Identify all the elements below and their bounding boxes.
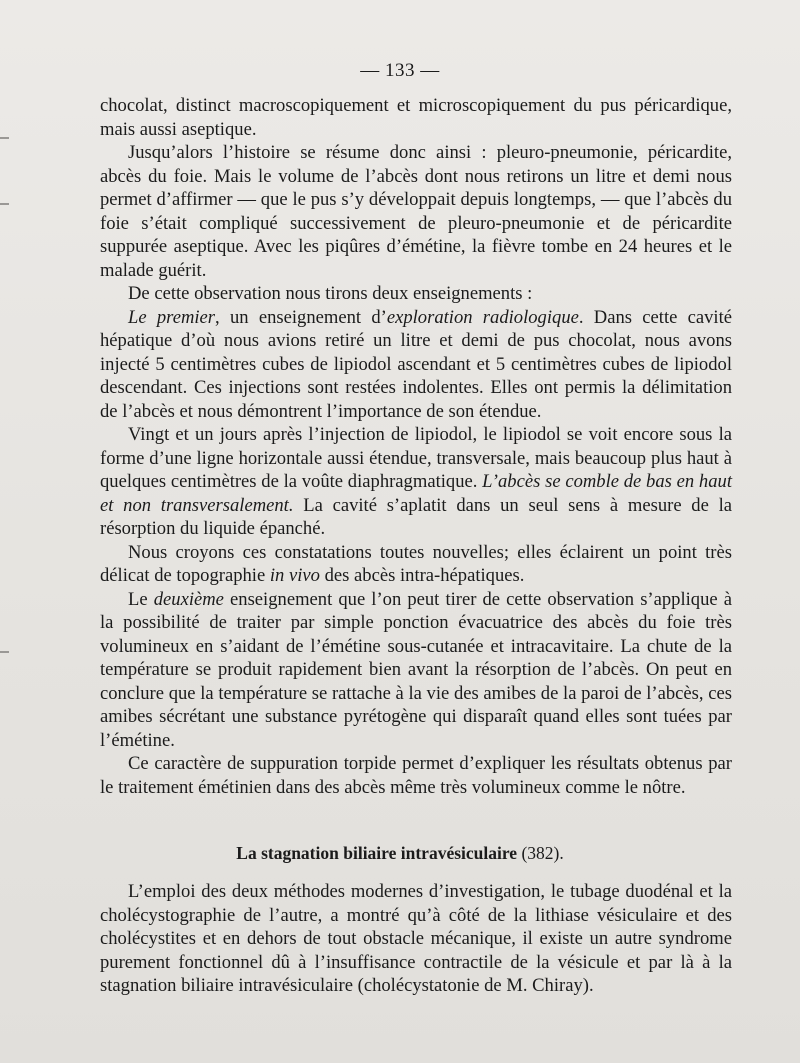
margin-mark — [0, 203, 9, 205]
paragraph — [100, 541, 732, 588]
main-text — [100, 94, 732, 799]
text-run: . — [578, 306, 594, 328]
section-title: La stagnation biliaire intravésiculaire — [236, 843, 518, 863]
italic-phrase: Le premier — [128, 306, 216, 328]
paragraph — [100, 423, 732, 541]
text-run: Nous croyons ces constatations toutes nouvelles; elles éclairent un point très délicat de topographie — [100, 541, 732, 586]
italic-phrase: in vivo — [269, 565, 320, 586]
text-run: enseignement que l’on peut tirer de cette observation s’applique à la possibilité de traiter par simple ponction évacuatrice des abcès du foie très volumineux en s’aidant de l’émétine sous-cutanée et intracavitaire. La chute de la température se produit rapidement bien avant la résorption de l’abcès. On peut en conclure que la température se rattache à la vie des amibes de la paroi de l’abcès, ces amibes sécrétant une substance pyrétogène qui disparaît quand elles sont tuées par l’émétine. — [100, 588, 732, 751]
paragraph — [100, 588, 732, 753]
text-run: Le — [128, 588, 154, 610]
paragraph: L’emploi des deux méthodes modernes d’investigation, le tubage duodénal et la cholécystographie de l’autre, a montré qu’à côté de la lithiase vésiculaire et des cholécystites et en dehors de tout obstacle mécanique, il existe un autre syndrome purement fonctionnel dû à l’insuffisance contractile de la vésicule et par là à la stagnation biliaire intravésiculaire (cholécystatonie de M. Chiray). — [100, 881, 732, 996]
paragraph: Ce caractère de suppuration torpide permet d’expliquer les résultats obtenus par le traitement émétinien dans des abcès même très volumineux comme le nôtre. — [100, 753, 732, 798]
paragraph: Jusqu’alors l’histoire se résume donc ainsi : pleuro-pneumonie, péricardite, abcès du foie. Mais le volume de l’abcès dont nous retirons un litre et demi nous permet d’affirmer — que le pus s’y développait depuis longtemps, — que l’abcès du foie s’était compliqué successivement de pleuro-pneumonie et de péricardite suppurée aseptique. Avec les piqûres d’émétine, la fièvre tombe en 24 heures et le malade guérit. — [100, 142, 732, 281]
section-reference: (382). — [517, 843, 564, 863]
italic-phrase: deuxième — [153, 588, 224, 610]
italic-phrase: exploration radiologique — [386, 306, 579, 328]
margin-mark — [0, 137, 9, 139]
text-run: , un enseignement d’ — [215, 306, 387, 328]
paragraph: chocolat, distinct macroscopiquement et microscopiquement du pus péricardique, mais aussi aseptique. — [100, 95, 732, 140]
text-run: Vingt et un jours après l’injection de lipiodol, le lipiodol se voit encore sous la forme d’une ligne horizontale aussi étendue, transversale, mais beaucoup plus haut à quelques centimètres de la voûte diaphragmatique. — [100, 424, 732, 492]
section-text — [100, 880, 732, 998]
text-run: La cavité s’aplatit dans un seul sens à mesure de la résorption du liquide épanché. — [100, 494, 733, 539]
section-heading — [0, 843, 800, 864]
page-number: — 133 — — [360, 60, 440, 81]
margin-mark — [0, 651, 9, 653]
paragraph: De cette observation nous tirons deux enseignements : — [128, 283, 533, 304]
italic-phrase: L’abcès se comble de bas en haut et non transversalement. — [100, 471, 732, 516]
text-run: Dans cette cavité hépatique d’où nous avions retiré un litre et demi de pus chocolat, nous avons injecté 5 centimètres cubes de lipiodol ascendant et 5 centimètres cubes de lipiodol descendant. Ces injections sont restées indolentes. Elles ont permis la délimitation de l’abcès et nous démontrent l’importance de son étendue. — [100, 306, 733, 422]
paragraph — [100, 306, 732, 424]
text-run: des abcès intra-hépatiques. — [319, 565, 525, 586]
